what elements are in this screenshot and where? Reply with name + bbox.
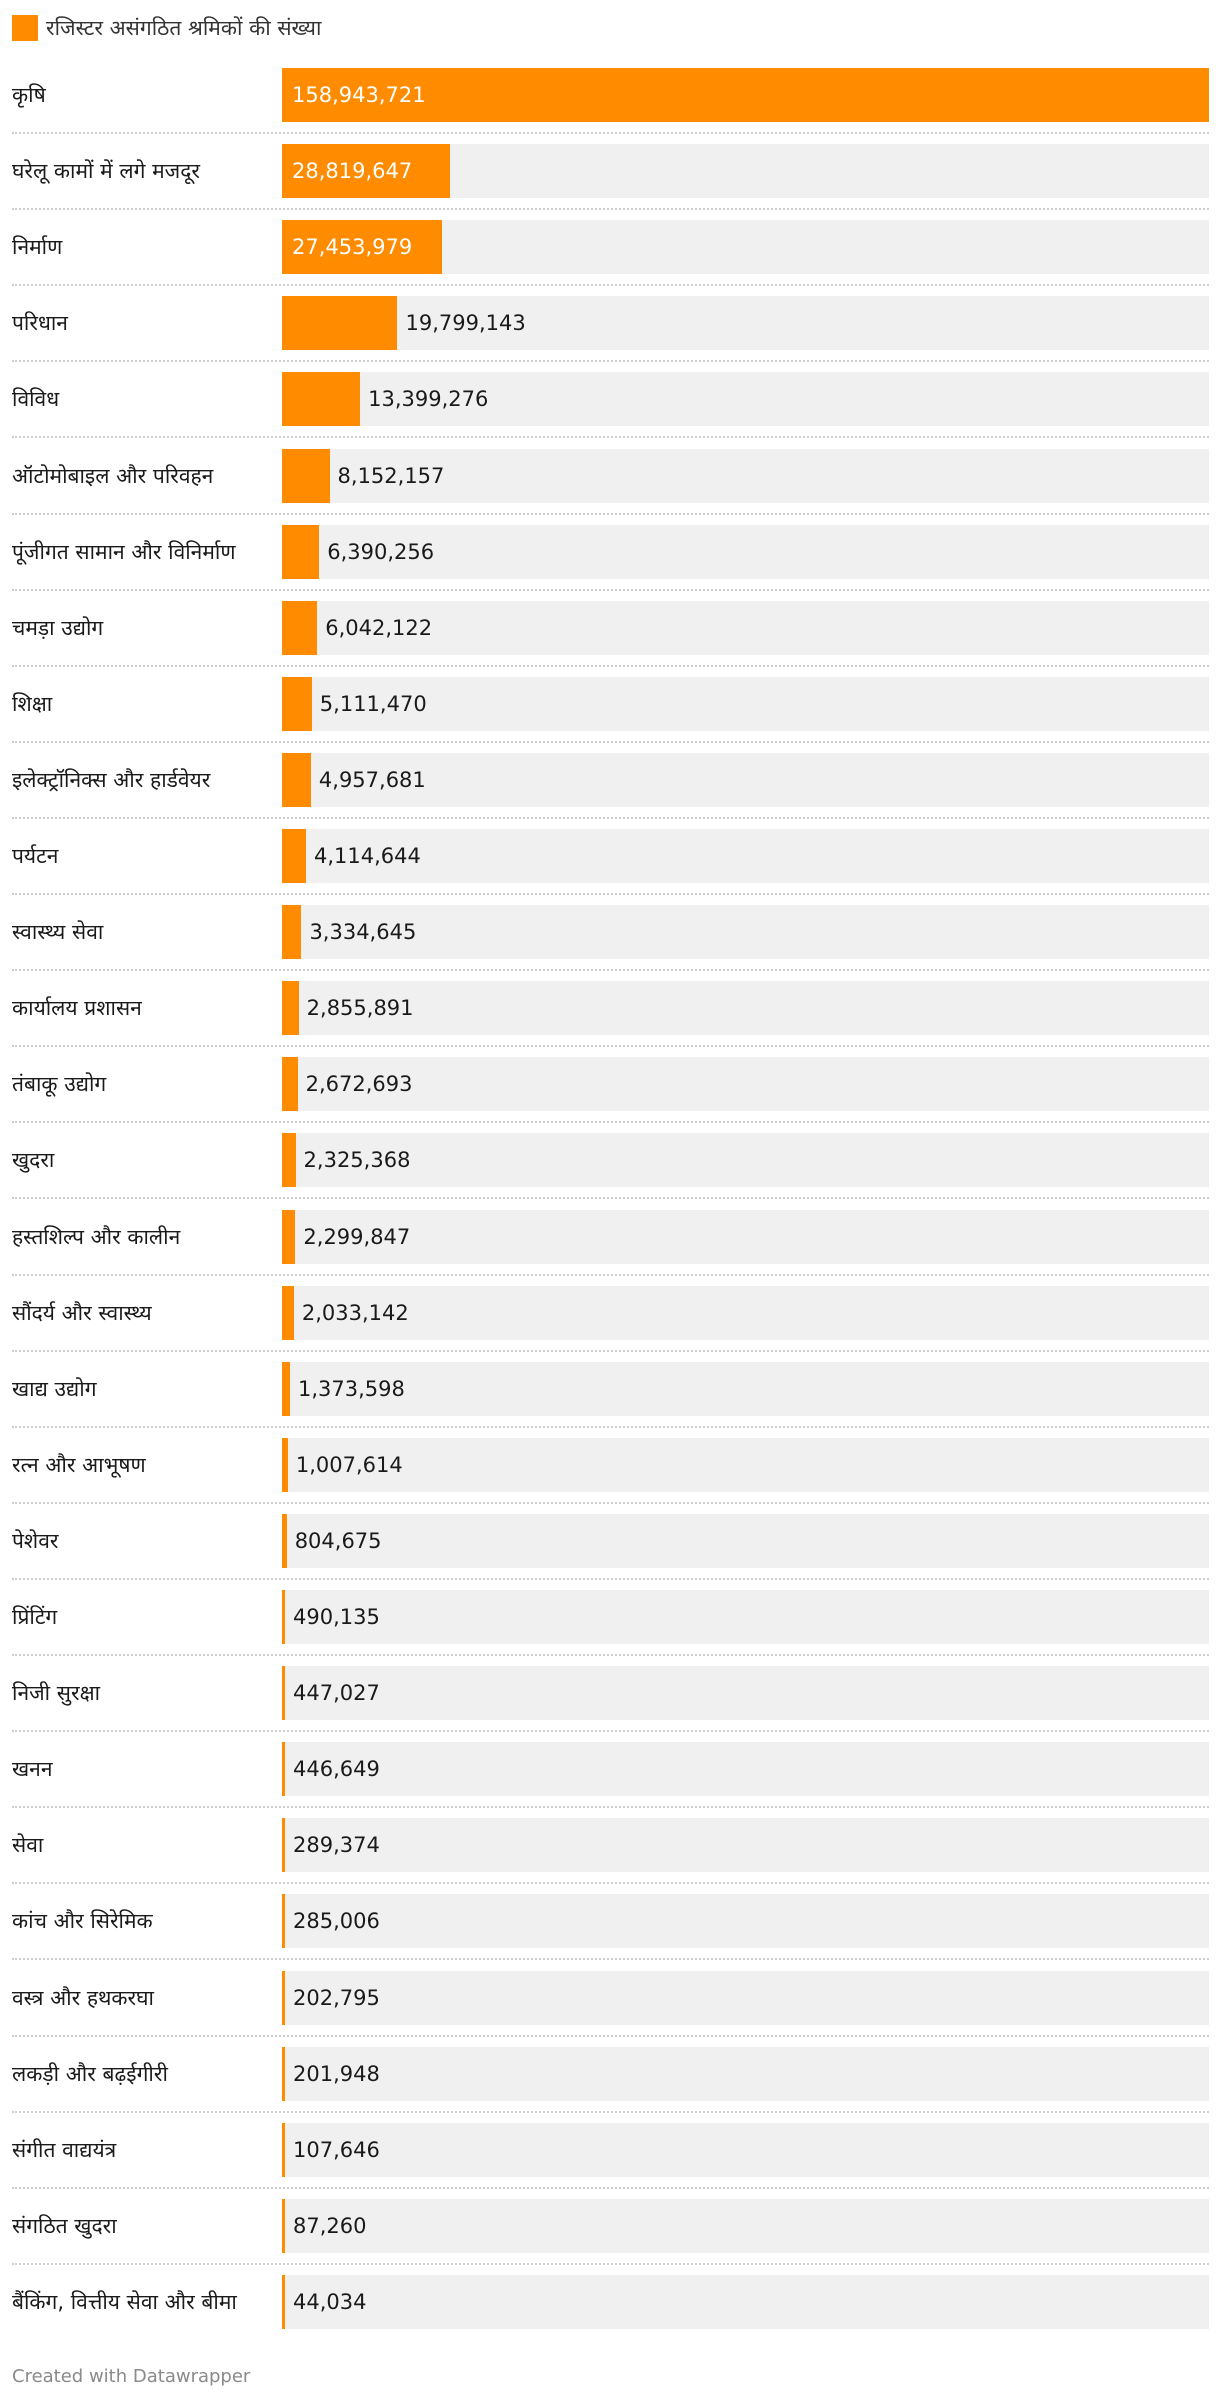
row-divider — [12, 360, 1209, 362]
category-label: निर्माण — [12, 235, 63, 260]
bar-track — [282, 1818, 1209, 1872]
bar-row — [0, 753, 1220, 829]
bar — [282, 1210, 295, 1264]
row-divider — [12, 1121, 1209, 1123]
footer-credit[interactable]: Created with Datawrapper — [12, 2366, 251, 2387]
value-label: 201,948 — [293, 2061, 380, 2086]
value-label: 87,260 — [293, 2213, 367, 2238]
row-divider — [12, 665, 1209, 667]
category-label: खनन — [12, 1757, 53, 1782]
row-divider — [12, 589, 1209, 591]
value-label: 28,819,647 — [292, 159, 413, 184]
value-label: 13,399,276 — [368, 387, 489, 412]
value-label: 1,007,614 — [295, 1452, 403, 1477]
row-divider — [12, 436, 1209, 438]
value-label: 8,152,157 — [337, 463, 445, 488]
category-label: कृषि — [12, 83, 46, 107]
bar — [282, 1666, 285, 1720]
bar-row — [0, 1590, 1220, 1666]
bar — [282, 525, 319, 579]
row-divider — [12, 1578, 1209, 1580]
bar-row — [0, 601, 1220, 677]
bar-row — [0, 2275, 1220, 2351]
value-label: 2,855,891 — [306, 996, 414, 1021]
value-label: 19,799,143 — [405, 311, 526, 336]
row-divider — [12, 2187, 1209, 2189]
category-label: पूंजीगत सामान और विनिर्माण — [12, 539, 236, 564]
bar-track — [282, 449, 1209, 503]
value-label: 6,390,256 — [327, 539, 435, 564]
bar-row — [0, 2123, 1220, 2199]
bar-track — [282, 1438, 1209, 1492]
bar-track — [282, 1971, 1209, 2025]
bar — [282, 1438, 288, 1492]
bar — [282, 1590, 285, 1644]
category-label: परिधान — [12, 311, 68, 336]
bar-row — [0, 68, 1220, 144]
bar-track — [282, 1286, 1209, 1340]
bar — [282, 2047, 285, 2101]
value-label: 5,111,470 — [319, 691, 427, 716]
bar-track — [282, 296, 1209, 350]
bar-row — [0, 1362, 1220, 1438]
bar-row — [0, 1818, 1220, 1894]
value-label: 27,453,979 — [292, 235, 413, 260]
row-divider — [12, 2263, 1209, 2265]
value-label: 2,672,693 — [305, 1072, 413, 1097]
row-divider — [12, 1197, 1209, 1199]
category-label: संगीत वाद्ययंत्र — [12, 2137, 117, 2162]
bar-track — [282, 677, 1209, 731]
value-label: 158,943,721 — [292, 83, 426, 107]
category-label: वस्त्र और हथकरघा — [12, 1985, 154, 2010]
bar-row — [0, 1210, 1220, 1286]
bar — [282, 829, 306, 883]
legend — [12, 14, 321, 42]
category-label: रत्न और आभूषण — [12, 1452, 146, 1477]
bar — [282, 753, 311, 807]
bar — [282, 1742, 285, 1796]
category-label: शिक्षा — [12, 691, 53, 716]
value-label: 4,114,644 — [313, 844, 421, 868]
row-divider — [12, 1274, 1209, 1276]
category-label: खाद्य उद्योग — [12, 1376, 97, 1401]
bar-row — [0, 1133, 1220, 1209]
value-label: 1,373,598 — [298, 1376, 405, 1401]
category-label: चमड़ा उद्योग — [12, 615, 104, 640]
row-divider — [12, 208, 1209, 210]
row-divider — [12, 1806, 1209, 1808]
row-divider — [12, 2035, 1209, 2037]
category-label: संगठित खुदरा — [12, 2213, 117, 2238]
bar — [282, 1514, 287, 1568]
bar-track — [282, 1057, 1209, 1111]
row-divider — [12, 1654, 1209, 1656]
bar-row — [0, 905, 1220, 981]
row-divider — [12, 132, 1209, 134]
value-label: 107,646 — [293, 2137, 380, 2162]
bar — [282, 1286, 294, 1340]
bar-row — [0, 525, 1220, 601]
category-label: लकड़ी और बढ़ईगीरी — [12, 2061, 168, 2086]
row-divider — [12, 2111, 1209, 2113]
bar-row — [0, 1894, 1220, 1970]
value-label: 490,135 — [293, 1605, 380, 1629]
value-label: 4,957,681 — [318, 767, 426, 792]
bar-track — [282, 1210, 1209, 1264]
bar-row — [0, 1742, 1220, 1818]
bar — [282, 601, 317, 655]
bar-track — [282, 1362, 1209, 1416]
bar-track — [282, 905, 1209, 959]
value-label: 202,795 — [293, 1985, 380, 2010]
bar-row — [0, 220, 1220, 296]
bar — [282, 2275, 285, 2329]
bar-row — [0, 981, 1220, 1057]
bar — [282, 1133, 296, 1187]
bar — [282, 1894, 285, 1948]
row-divider — [12, 1502, 1209, 1504]
category-label: बैंकिंग, वित्तीय सेवा और बीमा — [12, 2289, 237, 2314]
bar — [282, 1057, 298, 1111]
row-divider — [12, 1350, 1209, 1352]
legend-label: रजिस्टर असंगठित श्रमिकों की संख्या — [46, 16, 322, 40]
row-divider — [12, 1426, 1209, 1428]
bar-track — [282, 372, 1209, 426]
value-label: 2,033,142 — [301, 1300, 409, 1325]
row-divider — [12, 1730, 1209, 1732]
row-divider — [12, 969, 1209, 971]
bar-track — [282, 1133, 1209, 1187]
value-label: 447,027 — [293, 1681, 380, 1706]
value-label: 44,034 — [293, 2289, 367, 2314]
bar-track — [282, 1666, 1209, 1720]
bar-row — [0, 1971, 1220, 2047]
category-label: ऑटोमोबाइल और परिवहन — [12, 463, 214, 488]
bar — [282, 1818, 285, 1872]
bar-row — [0, 1057, 1220, 1133]
bar-row — [0, 449, 1220, 525]
bar-row — [0, 2047, 1220, 2123]
bar — [282, 449, 330, 503]
category-label: सौंदर्य और स्वास्थ्य — [12, 1300, 152, 1325]
value-label: 3,334,645 — [309, 920, 417, 945]
bar — [282, 905, 301, 959]
bar-row — [0, 1666, 1220, 1742]
category-label: निजी सुरक्षा — [12, 1681, 101, 1706]
bar-row — [0, 144, 1220, 220]
bar-track — [282, 2275, 1209, 2329]
value-label: 6,042,122 — [325, 615, 433, 640]
row-divider — [12, 1045, 1209, 1047]
bar-track — [282, 2123, 1209, 2177]
bar-track — [282, 525, 1209, 579]
category-label: स्वास्थ्य सेवा — [12, 920, 104, 945]
category-label: हस्तशिल्प और कालीन — [12, 1224, 181, 1249]
category-label: कांच और सिरेमिक — [12, 1909, 153, 1934]
value-label: 446,649 — [293, 1757, 380, 1782]
category-label: तंबाकू उद्योग — [12, 1072, 107, 1097]
bar-track — [282, 1894, 1209, 1948]
bar-track — [282, 2199, 1209, 2253]
value-label: 289,374 — [293, 1833, 380, 1858]
value-label: 2,325,368 — [303, 1148, 411, 1173]
row-divider — [12, 893, 1209, 895]
bar-row — [0, 829, 1220, 905]
bar-track — [282, 1742, 1209, 1796]
bar-track — [282, 68, 1209, 122]
bar-row — [0, 296, 1220, 372]
bar — [282, 1971, 285, 2025]
bar-track — [282, 1514, 1209, 1568]
row-divider — [12, 284, 1209, 286]
bar-track — [282, 829, 1209, 883]
category-label: इलेक्ट्रॉनिक्स और हार्डवेयर — [12, 767, 211, 792]
bar — [282, 372, 360, 426]
bar-track — [282, 753, 1209, 807]
category-label: पर्यटन — [12, 844, 59, 868]
category-label: सेवा — [12, 1833, 44, 1858]
value-label: 804,675 — [294, 1528, 382, 1553]
bar — [282, 2199, 285, 2253]
bar — [282, 2123, 285, 2177]
bar-row — [0, 1514, 1220, 1590]
value-label: 285,006 — [293, 1909, 380, 1934]
bar-track — [282, 1590, 1209, 1644]
legend-swatch — [12, 15, 38, 41]
bar-row — [0, 1438, 1220, 1514]
bar-track — [282, 981, 1209, 1035]
value-label: 2,299,847 — [303, 1224, 411, 1249]
bar — [282, 677, 312, 731]
bar-track — [282, 144, 1209, 198]
category-label: विविध — [12, 387, 60, 412]
bar-row — [0, 1286, 1220, 1362]
bar — [282, 981, 299, 1035]
bar — [282, 296, 397, 350]
category-label: कार्यालय प्रशासन — [12, 996, 142, 1021]
bar-track — [282, 220, 1209, 274]
bar-track — [282, 601, 1209, 655]
bar — [282, 1362, 290, 1416]
row-divider — [12, 741, 1209, 743]
category-label: खुदरा — [12, 1148, 55, 1173]
row-divider — [12, 817, 1209, 819]
bar-track — [282, 2047, 1209, 2101]
row-divider — [12, 1882, 1209, 1884]
category-label: प्रिंटिंग — [12, 1605, 58, 1629]
category-label: घरेलू कामों में लगे मजदूर — [12, 159, 201, 184]
bar-row — [0, 372, 1220, 448]
bar-row — [0, 677, 1220, 753]
row-divider — [12, 513, 1209, 515]
category-label: पेशेवर — [12, 1528, 59, 1553]
bar-row — [0, 2199, 1220, 2275]
row-divider — [12, 1958, 1209, 1960]
